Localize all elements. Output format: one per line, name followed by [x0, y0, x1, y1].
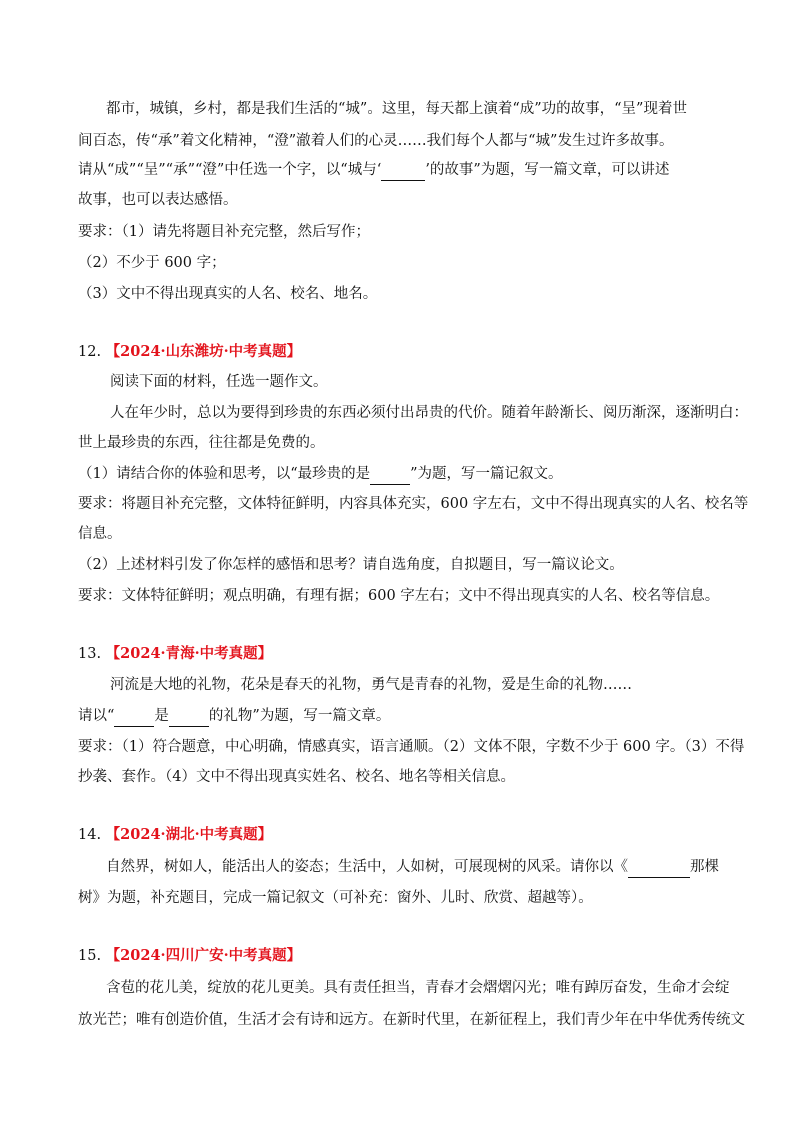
question-text: 自然界，树如人，能活出人的姿态；生活中，人如树，可展现树的风采。请你以《: [106, 859, 628, 875]
prompt-text: 请从“成”“呈”“承”“澄”中任选一个字，以“城与‘: [78, 162, 382, 178]
requirement-line: 要求：文体特征鲜明；观点明确，有理有据；600 字左右；文中不得出现真实的人名、校名等信息。: [78, 588, 720, 604]
material-text-line: 都市，城镇，乡村，都是我们生活的“城”。这里，每天都上演着“成”功的故事，“呈”现着世: [106, 101, 687, 117]
question-source: 【2024·山东潍坊·中考真题】: [105, 343, 302, 360]
prompt-text-line: 故事，也可以表达感悟。: [78, 192, 238, 208]
requirement-line: 要求：（1）请先将题目补充完整，然后写作；: [78, 224, 370, 240]
question-number: 13.: [78, 646, 102, 662]
question-source: 【2024·四川广安·中考真题】: [105, 947, 302, 964]
question-text-line: 阅读下面的材料，任选一题作文。: [110, 374, 328, 390]
blank-line: [628, 857, 690, 878]
question-text: （1）请结合你的体验和思考，以“最珍贵的是: [78, 466, 371, 482]
material-text-line: 世上最珍贵的东西，往往都是免费的。: [78, 435, 325, 451]
question-header: [78, 825, 272, 845]
requirement-line: 要求：（1）符合题意，中心明确，情感真实，语言通顺。（2）文体不限，字数不少于 600 字。（3）不得: [78, 739, 745, 755]
requirement-line: 信息。: [78, 526, 122, 542]
requirement-line: （3）文中不得出现真实的人名、校名、地名。: [78, 286, 378, 302]
material-text-line: 人在年少时，总以为要得到珍贵的东西必须付出昂贵的代价。随着年龄渐长、阅历渐深，逐渐明白：: [110, 405, 748, 421]
question-text-line: [78, 706, 390, 727]
question-header: [78, 946, 301, 966]
question-number: 12.: [78, 344, 102, 360]
requirement-line: 抄袭、套作。（4）文中不得出现真实姓名、校名、地名等相关信息。: [78, 769, 515, 785]
material-text-line: 含苞的花儿美，绽放的花儿更美。具有责任担当，青春才会熠熠闪光；唯有踔厉奋发，生命才会绽: [106, 980, 730, 996]
question-number: 14.: [78, 827, 102, 843]
material-text-line: 间百态，传“承”着文化精神，“澄”澈着人们的心灵……我们每个人都与“城”发生过许多故事。: [78, 133, 674, 149]
question-source: 【2024·湖北·中考真题】: [105, 826, 273, 843]
question-source: 【2024·青海·中考真题】: [105, 645, 273, 662]
blank-line: [370, 464, 410, 485]
question-text-line: [106, 857, 719, 878]
question-text: ”为题，写一篇记叙文。: [410, 466, 563, 482]
question-text: 是: [154, 708, 169, 724]
question-text-line: 树》为题，补充题目，完成一篇记叙文（可补充：窗外、儿时、欣赏、超越等）。: [78, 890, 593, 906]
question-text: 的礼物”为题，写一篇文章。: [208, 708, 391, 724]
question-header: [78, 644, 272, 664]
blank-line: [169, 706, 209, 727]
prompt-text: ’的故事”为题，写一篇文章，可以讲述: [425, 162, 670, 178]
question-number: 15.: [78, 948, 102, 964]
requirement-line: 要求：将题目补充完整，文体特征鲜明，内容具体充实，600 字左右，文中不得出现真实的人名、校名等: [78, 496, 749, 512]
prompt-text-line: [78, 160, 669, 181]
requirement-line: （2）不少于 600 字；: [78, 255, 226, 271]
question-text-line: （2）上述材料引发了你怎样的感悟和思考？请自选角度，自拟题目，写一篇议论文。: [78, 557, 624, 573]
blank-line: [381, 160, 425, 181]
question-text: 那棵: [690, 859, 719, 875]
material-text-line: 河流是大地的礼物，花朵是春天的礼物，勇气是青春的礼物，爱是生命的礼物……: [110, 677, 632, 693]
question-text-line: [78, 464, 563, 485]
blank-line: [114, 706, 154, 727]
question-text: 请以“: [78, 708, 115, 724]
question-header: [78, 342, 301, 362]
material-text-line: 放光芒；唯有创造价值，生活才会有诗和远方。在新时代里，在新征程上，我们青少年在中华优秀传统文: [78, 1012, 745, 1028]
